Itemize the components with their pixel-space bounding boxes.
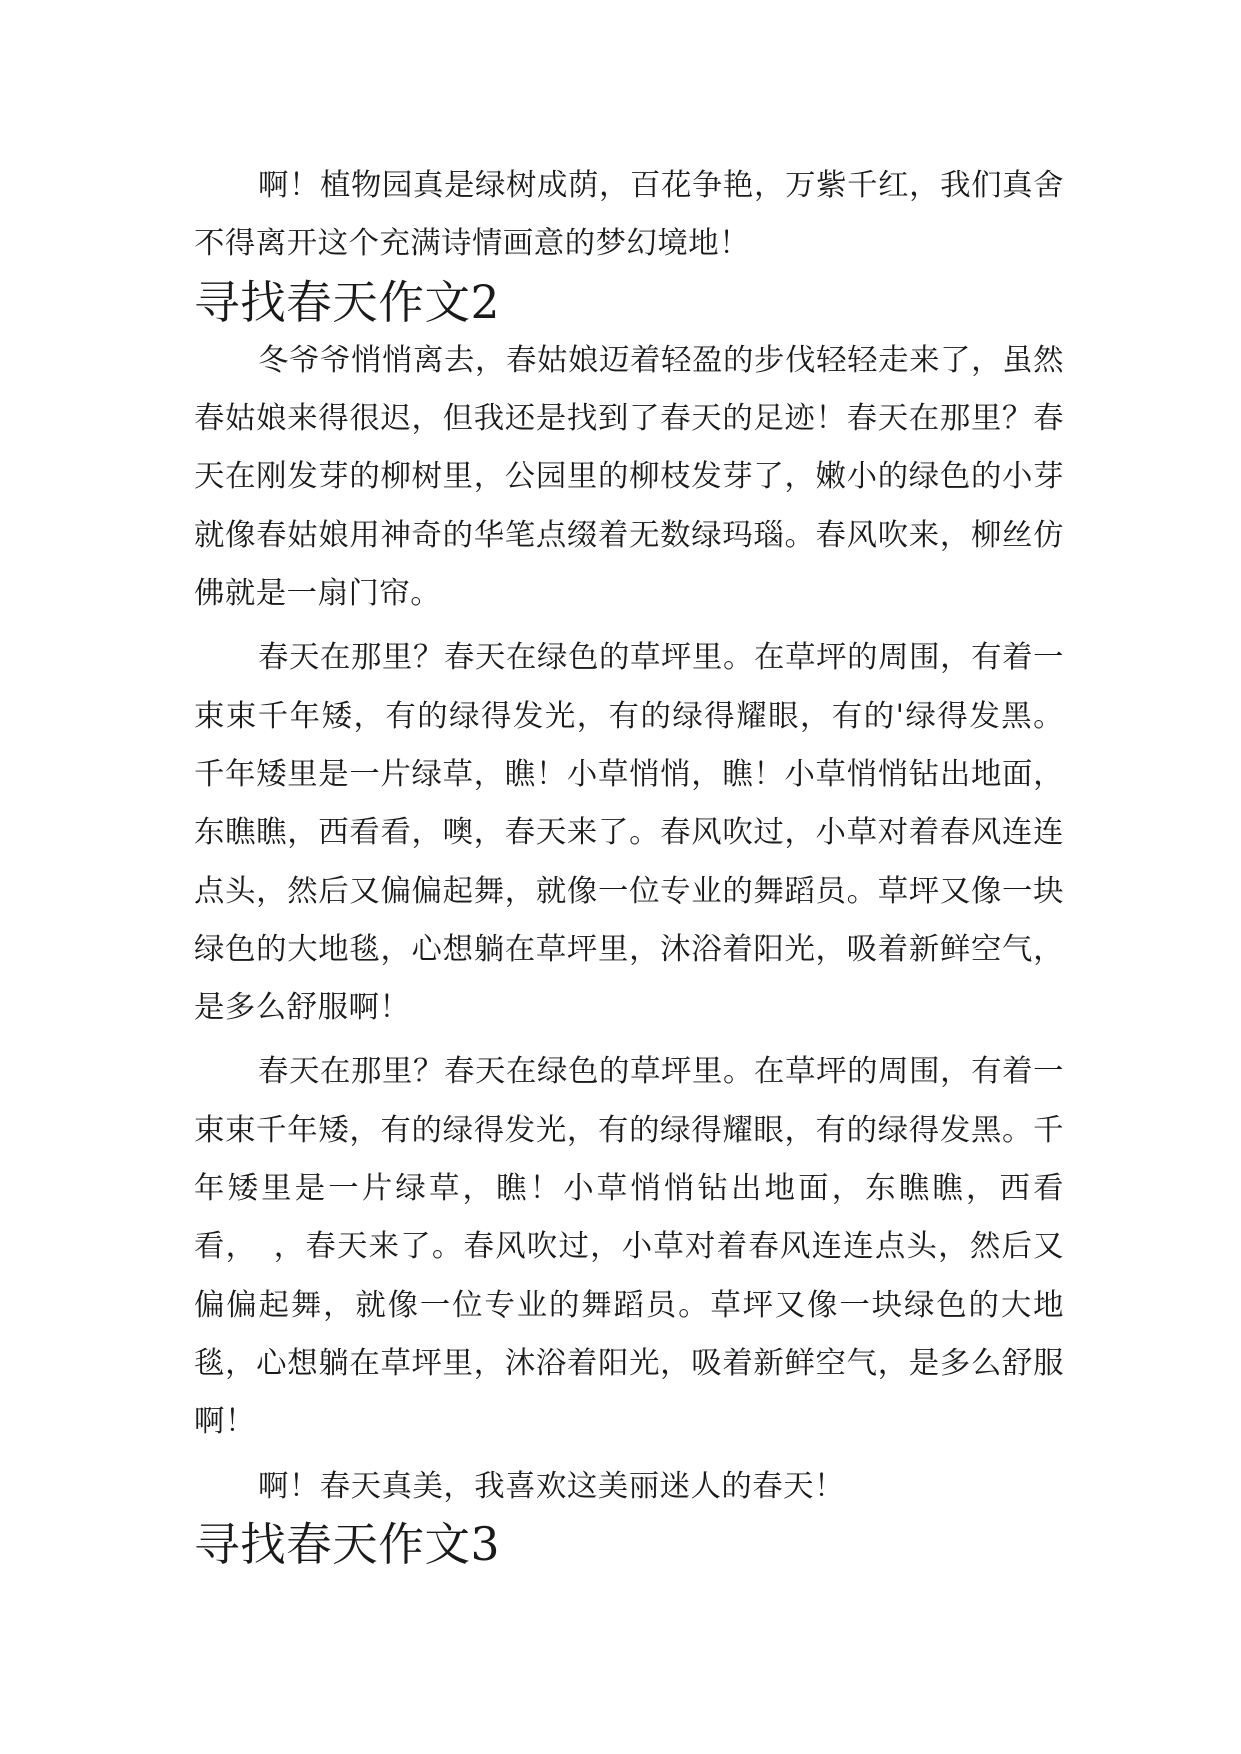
paragraph-botanical-garden-ending: 啊！植物园真是绿树成荫，百花争艳，万紫千红，我们真舍不得离开这个充满诗情画意的梦幻境地！ xyxy=(194,168,1064,262)
paragraph-lawn-spring-1: 春天在那里？春天在绿色的草坪里。在草坪的周围，有着一束束千年矮，有的绿得发光，有的绿得耀眼，有的'绿得发黑。千年矮里是一片绿草，瞧！小草悄悄，瞧！小草悄悄钻出地面，东瞧瞧，西看看，噢，春天来了。春风吹过，小草对着春风连连点头，然后又偏偏起舞，就像一位专业的舞蹈员。草坪又像一块绿色的大地毯，心想躺在草坪里，沐浴着阳光，吸着新鲜空气，是多么舒服啊！ xyxy=(194,640,1064,1026)
document-body xyxy=(194,157,1064,1574)
paragraph-lawn-spring-2: 春天在那里？春天在绿色的草坪里。在草坪的周围，有着一束束千年矮，有的绿得发光，有的绿得耀眼，有的绿得发黑。千年矮里是一片绿草，瞧！小草悄悄钻出地面，东瞧瞧，西看看， ，春天来了。春风吹过，小草对着春风连连点头，然后又偏偏起舞，就像一位专业的舞蹈员。草坪又像一块绿色的大地毯，心想躺在草坪里，沐浴着阳光，吸着新鲜空气，是多么舒服啊！ xyxy=(194,1054,1064,1440)
paragraph-willow-spring: 冬爷爷悄悄离去，春姑娘迈着轻盈的步伐轻轻走来了，虽然春姑娘来得很迟，但我还是找到了春天的足迹！春天在那里？春天在刚发芽的柳树里，公园里的柳枝发芽了，嫩小的绿色的小芽就像春姑娘用神奇的华笔点缀着无数绿玛瑙。春风吹来，柳丝仿佛就是一扇门帘。 xyxy=(194,342,1064,612)
paragraph-spring-beautiful: 啊！春天真美，我喜欢这美丽迷人的春天！ xyxy=(258,1468,845,1504)
essay-heading-3: 寻找春天作文3 xyxy=(194,1517,501,1571)
essay-heading-2: 寻找春天作文2 xyxy=(194,275,501,329)
